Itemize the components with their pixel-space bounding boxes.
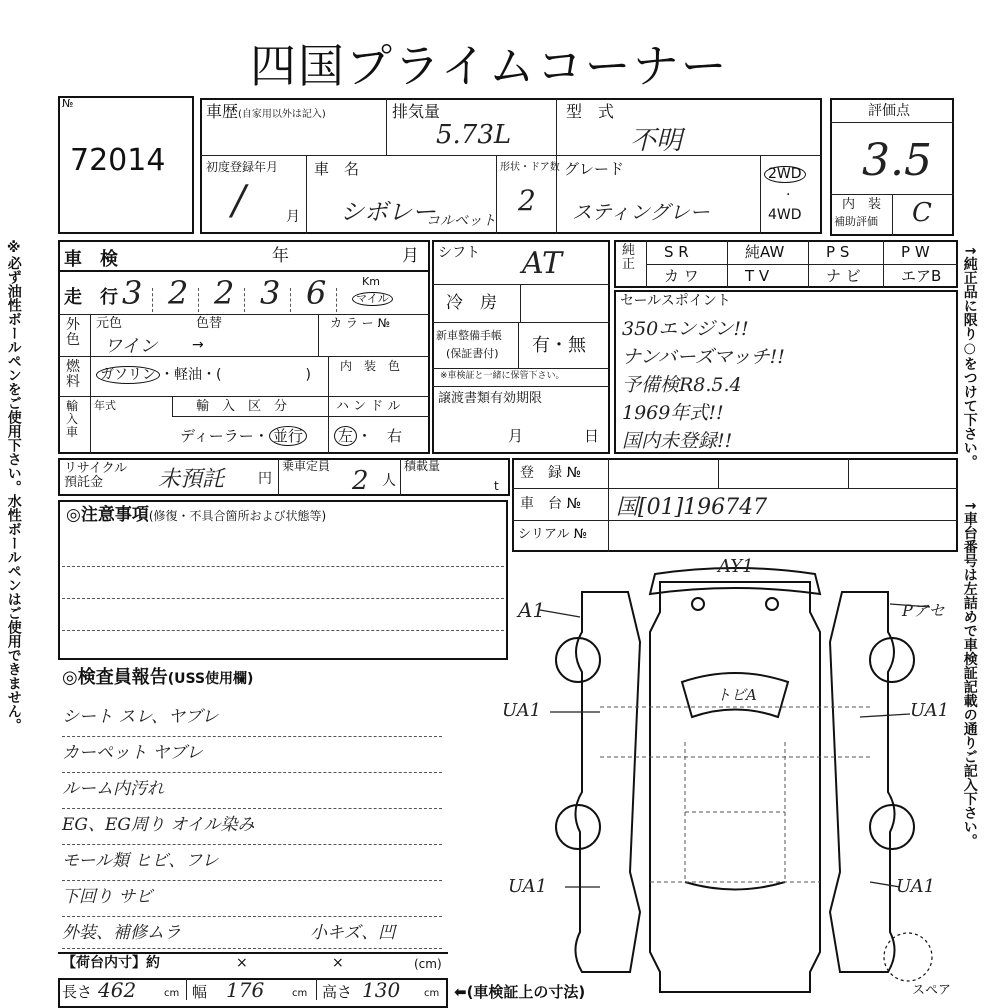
car-name-value: シボレー [340, 198, 436, 226]
inspector-rule [62, 916, 442, 917]
recycle-yen: 円 [258, 471, 272, 487]
width-value: 176 [226, 978, 265, 1002]
import-dealer: ディーラー・ 並行 [180, 428, 307, 445]
odometer-digit: 3 [260, 274, 281, 312]
color-side-label: 外色 [66, 317, 80, 349]
notes-label: ◎注意事項(修復・不具合箇所および状態等) [66, 505, 327, 525]
odometer-digit: 2 [168, 274, 189, 312]
fuel-options: ガソリン ・軽油・( ) [96, 368, 311, 383]
ac-label: 冷 房 [446, 293, 497, 313]
import-year-label: 年式 [94, 399, 116, 412]
height-unit: cm [424, 988, 440, 999]
odometer-divider [198, 288, 199, 312]
shift-value: AT [522, 246, 563, 281]
inspector-line: EG、EG周り オイル染み [62, 815, 255, 835]
chassis-no-label: 車 台 № [520, 496, 582, 512]
inspector-line: シート スレ、ヤブレ [62, 707, 219, 727]
score-value: 3.5 [862, 135, 932, 186]
grade-label: グレード [564, 160, 625, 178]
odometer-divider [336, 288, 337, 312]
right-vertical-note-equip: ↑純正品に限り○をつけて下さい。 [961, 245, 978, 469]
handle-label: ハ ン ド ル [336, 399, 401, 414]
equip-item: エアB [901, 267, 942, 285]
inspector-line: ルーム内汚れ [62, 779, 164, 799]
car-name-sub: コルベット [426, 213, 496, 229]
load-unit: t [494, 479, 499, 493]
diagram-ppc: Pアセ [902, 601, 945, 620]
shaken-year: 年 [272, 246, 289, 266]
lot-number-box [58, 96, 194, 234]
inspector-line: 下回り サビ [62, 887, 153, 907]
inspector-rule [62, 948, 442, 949]
model-value: 不明 [630, 126, 683, 156]
odometer-divider [152, 288, 153, 312]
displacement-label: 排気量 [392, 102, 441, 121]
equip-item: ナ ビ [826, 267, 861, 285]
odometer-digit: 6 [306, 274, 327, 312]
sales-point-line: 国内未登録!! [622, 430, 733, 452]
diagram-ay1: AY1 [718, 556, 754, 577]
inspector-rule [62, 772, 442, 773]
width-label: 幅 [192, 983, 208, 1001]
drive-4wd: 4WD [768, 207, 802, 223]
equip-item: カ ワ [664, 267, 699, 285]
dims-note: ⬅(車検証上の寸法) [454, 983, 586, 1001]
color-code-label: カ ラ ー № [330, 316, 390, 330]
interior-sub: 補助評価 [834, 215, 878, 228]
equip-side-label: 純正 [622, 243, 636, 273]
model-label: 型 式 [566, 102, 615, 121]
record-book-note: ※車検証と一緒に保管下さい。 [440, 371, 565, 381]
diagram-ua1-left-rear: UA1 [508, 876, 548, 897]
left-vertical-note: ※必ず油性ボールペンをご使用下さい。水性ボールペンはご使用できません。 [5, 240, 22, 732]
handle-options: 左 ・ 右 [334, 428, 402, 445]
capacity-value: 2 [352, 466, 369, 496]
shaken-label: 車 検 [64, 249, 118, 270]
length-label: 長さ [62, 983, 93, 1001]
record-book-label: 新車整備手帳 [436, 329, 502, 342]
equip-item: T V [745, 267, 770, 285]
interior-label: 内 装 [842, 197, 882, 212]
load-label: 積載量 [404, 459, 441, 473]
length-unit: cm [164, 988, 180, 999]
shaken-month: 月 [402, 246, 419, 266]
shift-label: シフト [438, 245, 480, 261]
record-book-sub: (保証書付) [446, 347, 499, 360]
diagram-ua1-right-front: UA1 [910, 700, 950, 721]
cargo-x2: × [332, 955, 344, 971]
sales-point-line: 1969年式!! [622, 402, 724, 424]
sales-point-line: 予備検R8.5.4 [622, 374, 742, 396]
drive-dot: · [786, 187, 791, 203]
inspector-line: カーペット ヤブレ [62, 743, 203, 763]
recycle-value: 未預託 [158, 467, 225, 492]
sales-point-line: 350エンジン!! [622, 318, 749, 340]
inspector-line: モール類 ヒビ、フレ [62, 851, 219, 871]
height-label: 高さ [322, 983, 353, 1001]
height-value: 130 [362, 978, 401, 1002]
import-side-label: 輸入車 [66, 399, 79, 440]
mileage-label: 走 行 [64, 287, 118, 308]
color-value: ワイン [104, 336, 158, 357]
inspector-rule [62, 736, 442, 737]
import-category-label: 輸 入 区 分 [196, 399, 288, 414]
cargo-unit: (cm) [414, 957, 442, 971]
doors-label: 形状・ドア数 [500, 162, 560, 173]
interior-score: C [912, 198, 932, 228]
changed-color-label: 色替 [196, 316, 223, 331]
mileage-km: Km [362, 275, 380, 288]
car-damage-diagram [510, 552, 960, 1000]
drive-2wd: 2WD [764, 166, 806, 183]
recycle-label: リサイクル預託金 [64, 461, 128, 491]
record-book-value: 有・無 [532, 335, 586, 356]
inspector-rule [62, 844, 442, 845]
grade-value: スティングレー [572, 200, 710, 224]
odometer-digit: 3 [122, 274, 143, 312]
reg-no-label: 登 録 № [520, 465, 582, 481]
diagram-ua1-left-front: UA1 [502, 700, 542, 721]
history-label: 車歴(自家用以外は記入) [206, 102, 326, 121]
doors-value: 2 [518, 184, 536, 217]
right-vertical-note-chassis: ↑車台番号は左詰めで車検証記載の通りご記入下さい。 [961, 500, 978, 848]
equip-item: 純AW [745, 243, 785, 261]
capacity-unit: 人 [382, 473, 396, 489]
odometer-digit: 2 [214, 274, 235, 312]
odometer-divider [290, 288, 291, 312]
diagram-ua1-right-rear: UA1 [896, 876, 936, 897]
orig-color-label: 元色 [96, 316, 123, 331]
equip-item: P W [901, 243, 930, 261]
score-label: 評価点 [868, 103, 910, 119]
diagram-roof: トビA [716, 686, 757, 704]
width-unit: cm [292, 988, 308, 999]
inspector-rule [62, 808, 442, 809]
lot-number: 72014 [70, 143, 166, 178]
first-reg-slash: / [232, 178, 246, 224]
transfer-day: 日 [584, 427, 600, 445]
inspector-label: ◎検査員報告(USS使用欄) [62, 667, 254, 688]
equip-item: S R [664, 243, 689, 261]
mileage-mile: マイル [352, 292, 393, 306]
serial-no-label: シリアル № [518, 527, 588, 542]
lot-no-label: № [62, 97, 74, 110]
color-arrow: → [192, 337, 204, 353]
inspector-line: 外装、補修ムラ [62, 923, 181, 943]
odometer-divider [244, 288, 245, 312]
sales-point-label: セールスポイント [620, 293, 731, 309]
sales-point-line: ナンバーズマッチ!! [622, 346, 785, 368]
first-reg-label: 初度登録年月 [206, 160, 279, 174]
fuel-side-label: 燃料 [66, 359, 80, 391]
inspector-rule [62, 880, 442, 881]
interior-color-label: 内 装 色 [340, 359, 401, 373]
equip-item: P S [826, 243, 850, 261]
inspector-line: 小キズ、凹 [310, 923, 396, 943]
spare-label: スペア [912, 983, 952, 998]
first-reg-month: 月 [286, 209, 300, 225]
car-name-label: 車 名 [314, 160, 360, 178]
length-value: 462 [98, 978, 137, 1002]
capacity-label: 乗車定員 [282, 459, 331, 473]
transfer-label: 譲渡書類有効期限 [438, 391, 543, 406]
displacement-value: 5.73L [436, 120, 512, 150]
page-title: 四国プライムコーナー [250, 39, 729, 93]
cargo-label: 【荷台内寸】約 [62, 955, 160, 971]
chassis-no-value: 国[01]196747 [616, 495, 768, 520]
diagram-a1: A1 [518, 598, 546, 622]
transfer-month: 月 [508, 427, 524, 445]
cargo-x1: × [236, 955, 248, 971]
